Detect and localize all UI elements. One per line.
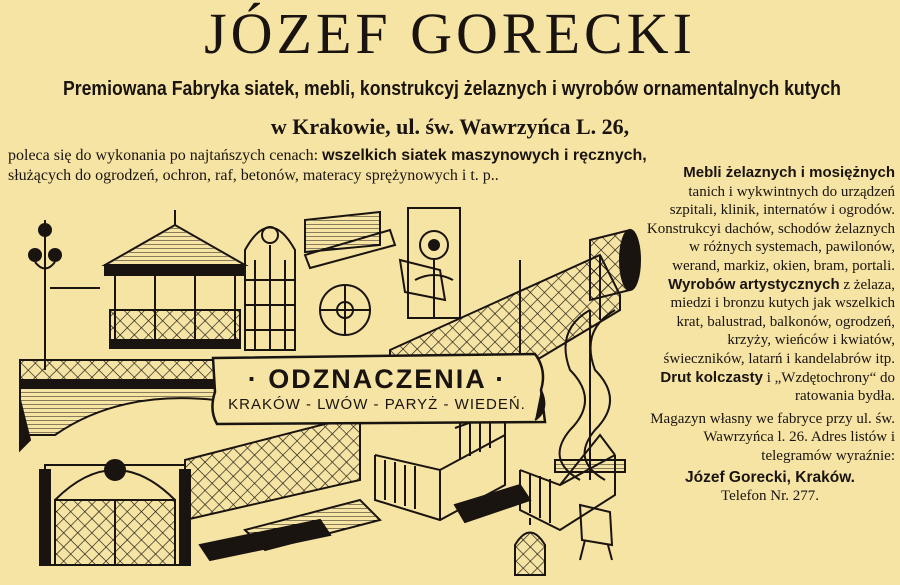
phone-number: Telefon Nr. 277. <box>720 488 820 505</box>
art-heading: Wyrobów artystycznych <box>668 275 840 293</box>
lamp-post-drawing <box>29 220 100 370</box>
furniture-paragraph <box>645 164 895 276</box>
window-frame-drawing <box>305 212 395 335</box>
wire-text: i „Wzdętochrony“ do ratowania bydła. <box>766 369 895 405</box>
intro-line2: służących do ogrodzeń, ochron, raf, betonów, materacy sprężynowych i t. p.. <box>8 167 499 184</box>
intro-lead: poleca się do wykonania po najtańszych cenach: <box>8 147 319 164</box>
gothic-window-drawing <box>245 227 295 350</box>
stair-mesh-drawing <box>185 415 380 560</box>
company-title: JÓZEF GORECKI <box>204 1 696 66</box>
warehouse-paragraph: Magazyn własny we fabryce przy ul. św. Wawrzyńca l. 26. Adres listów i telegramów wyraźnie: <box>650 410 895 464</box>
bridge-drawing <box>20 360 230 450</box>
intro-strong: wszelkich siatek maszynowych i ręcznych, <box>322 147 647 164</box>
garden-gate-drawing <box>40 460 190 565</box>
furniture-text: tanich i wykwintnych do urządzeń szpitali, klinik, internatów i ogrodów. Konstrukcyi dachów, schodów żelaznych w różnych systemach, pawilonów, werand, markiz, okien, bram, portali. <box>646 183 895 274</box>
banner-title: · ODZNACZENIA · <box>247 364 507 394</box>
right-column <box>645 164 895 506</box>
wire-heading: Drut kolczasty <box>660 368 763 386</box>
signature: Józef Gorecki, Kraków. <box>685 468 855 486</box>
furniture-heading: Mebli żelaznych i mosiężnych <box>683 164 895 181</box>
ornamental-panel-drawing <box>400 208 460 318</box>
camp-bed-drawing <box>520 435 615 530</box>
art-paragraph <box>645 276 895 406</box>
company-subtitle: Premiowana Fabryka siatek, mebli, konstrukcyj żelaznych i wyrobów ornamentalnych kutych <box>63 77 841 100</box>
company-address: w Krakowie, ul. św. Wawrzyńca L. 26, <box>270 114 630 139</box>
awards-banner <box>212 352 542 422</box>
banner-cities: KRAKÓW - LWÓW - PARYŻ - WIEDEŃ. <box>228 396 526 413</box>
intro-line <box>8 147 888 165</box>
gazebo-drawing <box>105 210 245 348</box>
art-text: z żelaza, miedzi i bronzu kutych jak wszelkich krat, balustrad, balkonów, ogrodzeń, krzyży, wieńców i kwiatów, świeczników, latarń i kandelabrów itp. <box>663 276 895 367</box>
